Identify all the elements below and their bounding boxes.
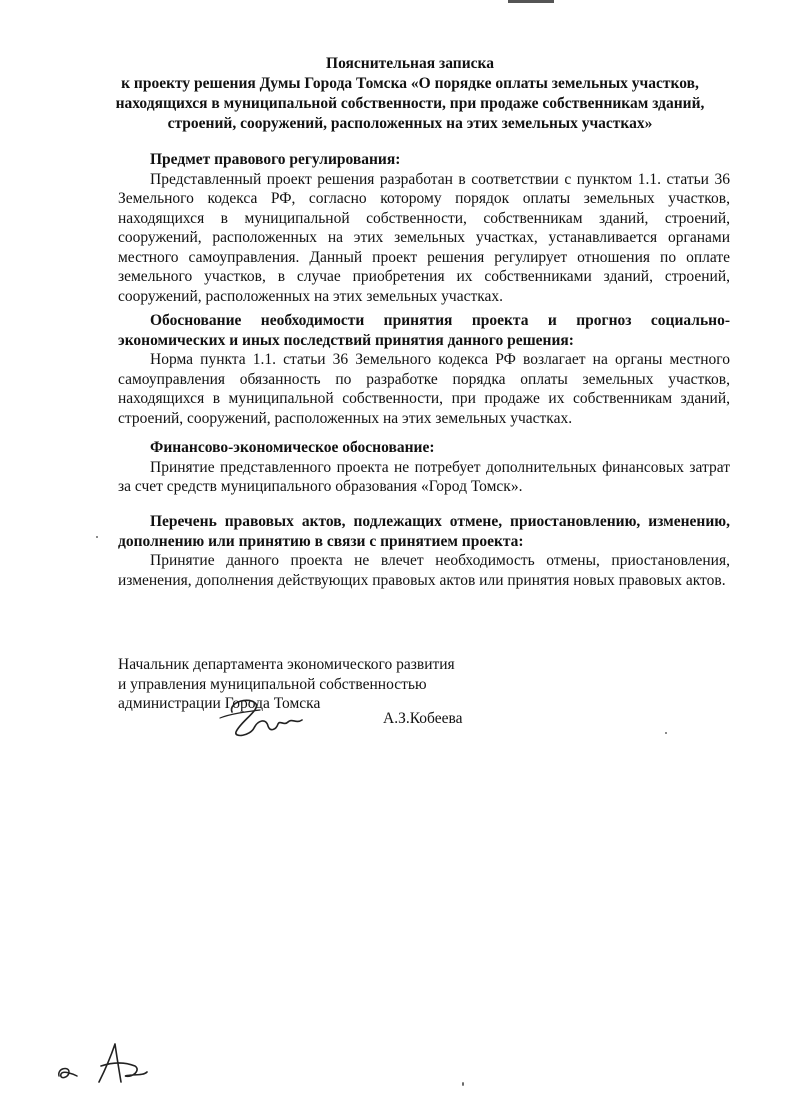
section-legal-acts [118,512,730,590]
section-justification [118,311,730,428]
section-body: Норма пункта 1.1. статьи 36 Земельного кодекса РФ возлагает на органы местного самоуправления обязанность по разработке порядка оплаты земельных участков, находящихся в муниципальной собственности, при продаже их собственникам зданий, строений, сооружений, расположенных на этих земельных участках. [118,351,730,427]
section-heading: Обоснование необходимости принятия проекта и прогноз социально-экономических и иных последствий принятия данного решения: [118,312,730,349]
scan-speck [462,1082,464,1086]
scan-speck [96,536,98,538]
section-heading: Финансово-экономическое обоснование: [150,439,435,456]
section-body: Принятие представленного проекта не потребует дополнительных финансовых затрат за счет средств муниципального образования «Город Томск». [118,458,730,495]
position-line: администрации Города Томска [118,695,321,712]
section-heading: Предмет правового регулирования: [150,151,401,168]
scan-mark [508,0,554,3]
handwritten-signature [210,692,320,740]
scan-speck [665,732,667,734]
title-line: Пояснительная записка [326,55,494,72]
section-financial [118,438,730,497]
signer-name: А.З.Кобеева [383,710,463,727]
title-line: строений, сооружений, расположенных на этих земельных участках» [167,115,653,132]
title-line: находящихся в муниципальной собственности, при продаже собственникам зданий, [115,95,705,112]
initials-mark [55,1040,165,1090]
section-body: Принятие данного проекта не влечет необходимость отмены, приостановления, изменения, дополнения действующих правовых актов или принятия новых правовых актов. [118,552,730,589]
section-heading: Перечень правовых актов, подлежащих отмене, приостановлению, изменению, дополнению или принятию в связи с принятием проекта: [118,513,730,550]
section-regulation-subject [118,150,730,306]
title-line: к проекту решения Думы Города Томска «О порядке оплаты земельных участков, [121,75,699,92]
document-title [90,54,730,134]
position-line: Начальник департамента экономического развития [118,656,455,673]
position-line: и управления муниципальной собственностью [118,675,427,693]
section-body: Представленный проект решения разработан в соответствии с пунктом 1.1. статьи 36 Земельного кодекса РФ, согласно которому порядок оплаты земельных участков, находящихся в муниципальной собственности, собственникам зданий, строений, сооружений, расположенных на этих земельных участках, устанавливается органами местного самоуправления. Данный проект решения регулирует отношения по оплате земельного участков, в случае приобретения их собственниками зданий, строений, сооружений, расположенных на этих земельных участках. [118,170,730,305]
